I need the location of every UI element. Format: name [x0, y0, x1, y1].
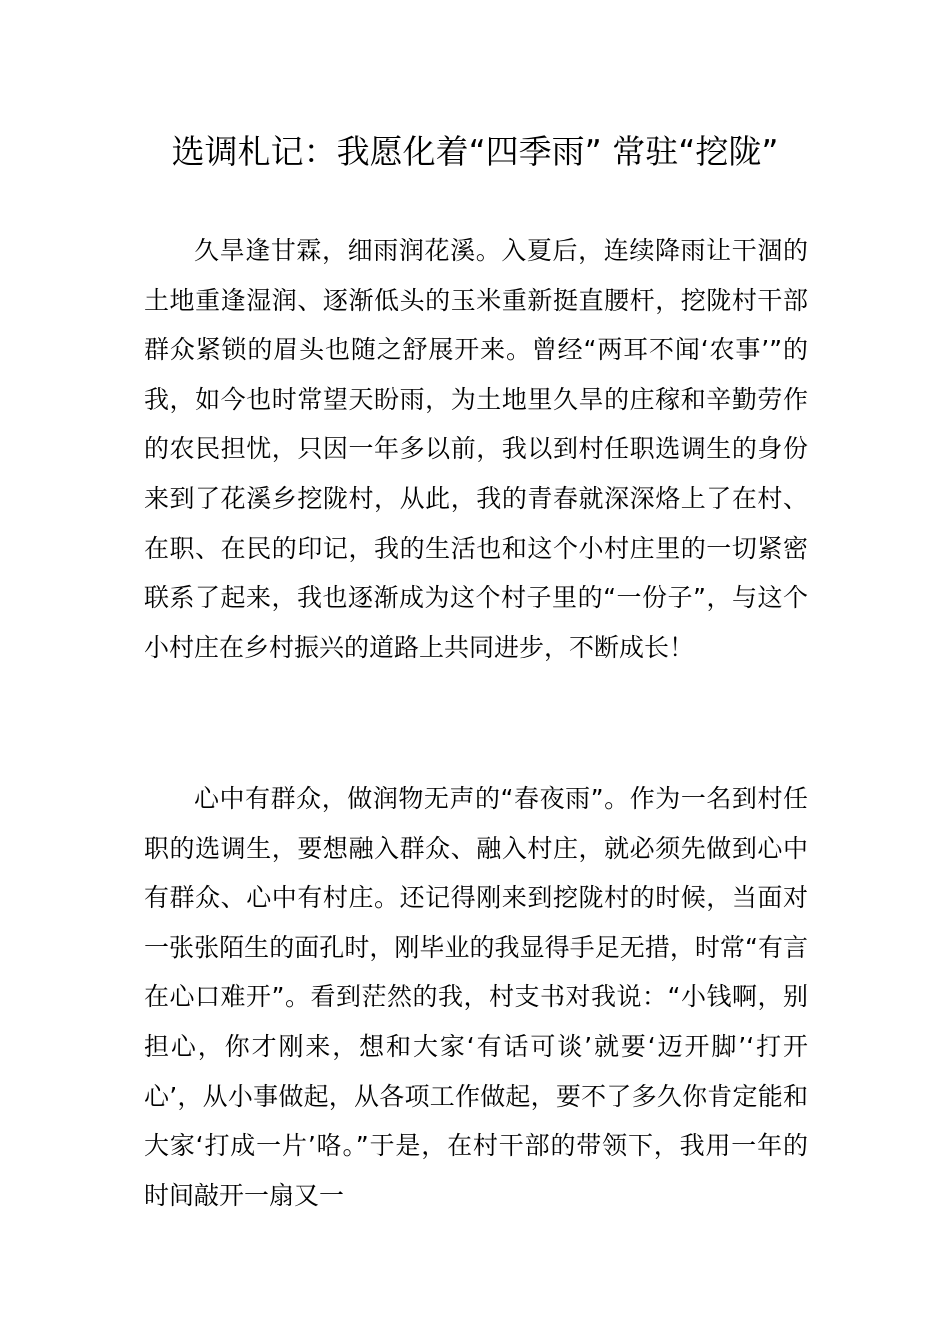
paragraph-1: 久旱逢甘霖，细雨润花溪。入夏后，连续降雨让干涸的土地重逢湿润、逐渐低头的玉米重新挺直腰杆，挖陇村干部群众紧锁的眉头也随之舒展开来。曾经“两耳不闻‘农事’”的我，如今也时常望天盼雨，为土地里久旱的庄稼和辛勤劳作的农民担忧，只因一年多以前，我以到村任职选调生的身份来到了花溪乡挖陇村，从此，我的青春就深深烙上了在村、在职、在民的印记，我的生活也和这个小村庄里的一切紧密联系了起来，我也逐渐成为这个村子里的“一份子”，与这个小村庄在乡村振兴的道路上共同进步，不断成长！ [144, 236, 808, 662]
paragraph-2: 心中有群众，做润物无声的“春夜雨”。作为一名到村任职的选调生，要想融入群众、融入村庄，就必须先做到心中有群众、心中有村庄。还记得刚来到挖陇村的时候，当面对一张张陌生的面孔时，刚毕业的我显得手足无措，时常“有言在心口难开”。看到茫然的我，村支书对我说：“小钱啊，别担心，你才刚来，想和大家‘有话可谈’就要‘迈开脚’‘打开心’，从小事做起，从各项工作做起，要不了多久你肯定能和大家‘打成一片’咯。”于是，在村干部的带领下，我用一年的时间敲开一扇又一 [144, 784, 808, 1210]
document-title: 选调札记：我愿化着“四季雨” 常驻“挖陇” [171, 132, 779, 171]
